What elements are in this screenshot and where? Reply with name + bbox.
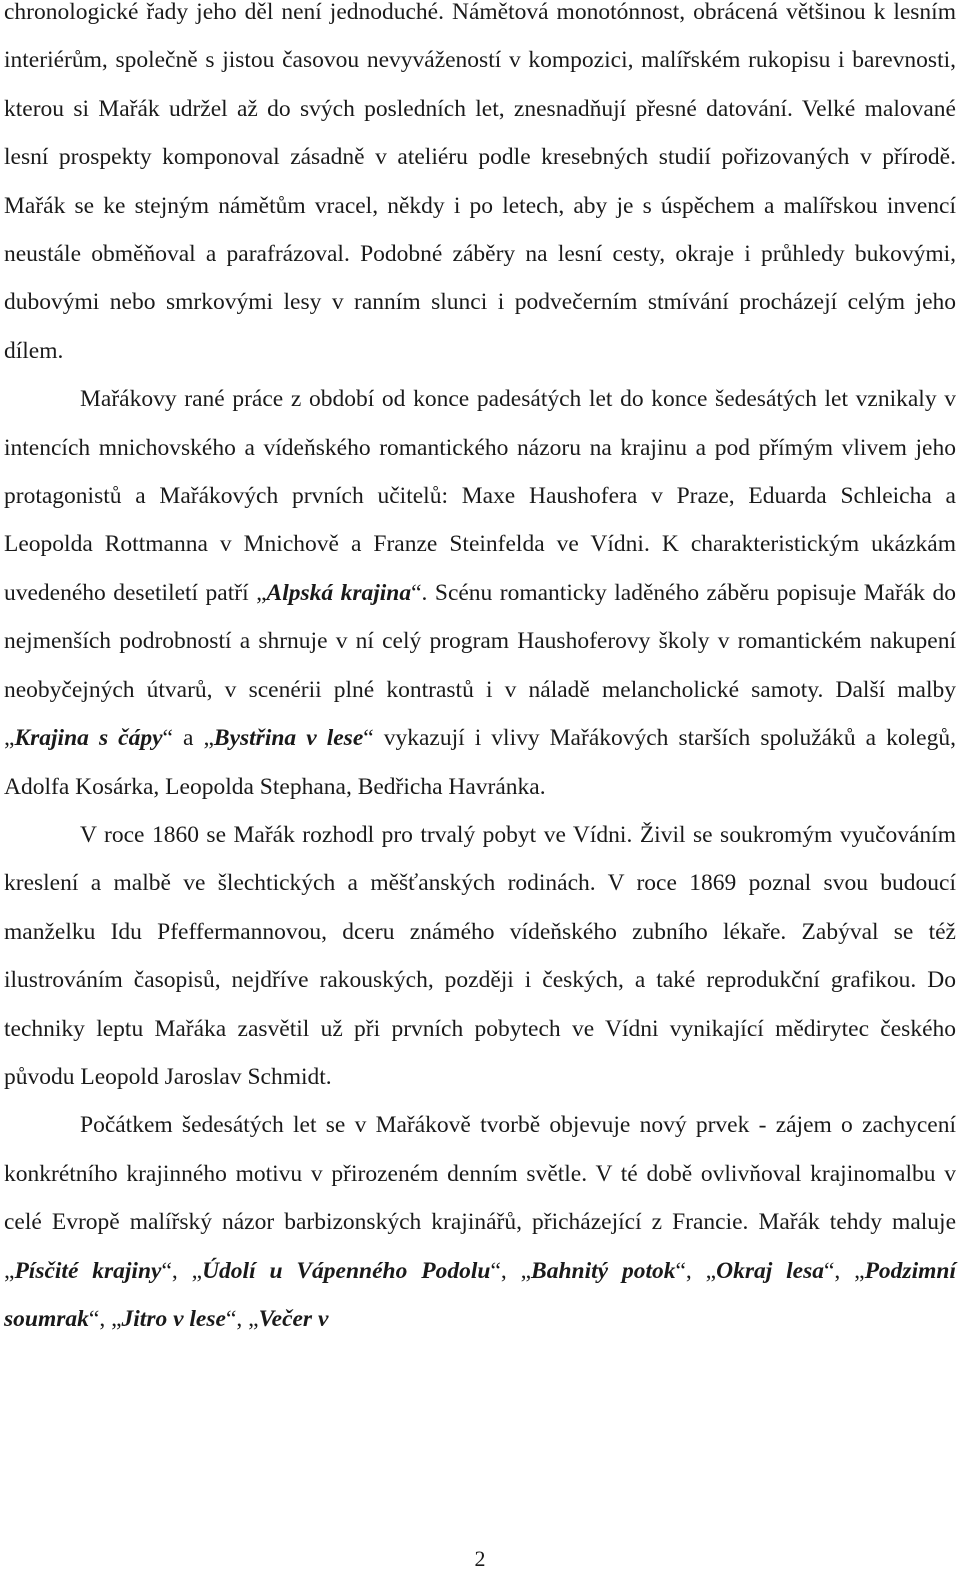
text-run: “ vykazují i vlivy Mařákových starších spolužáků a kolegů, Adolfa Kosárka, Leopolda Stephana, Bedřicha Havránka.	[4, 725, 956, 800]
artwork-title-wrap	[716, 1258, 824, 1284]
text-run: “. Scénu romanticky laděného záběru popisuje Mařák do nejmenších podrobností a shrnuje v ní celý program Haushoferovy školy v romantickém nakupení neobyčejných útvarů, v scenérii plné kontrastů i v náladě melancholické samoty. Další malby „	[4, 579, 957, 752]
artwork-title-wrap	[531, 1258, 675, 1284]
paragraph-3	[4, 811, 956, 1101]
artwork-title: Okraj lesa	[716, 1257, 824, 1284]
text-run: “, „	[225, 1305, 259, 1332]
artwork-title-wrap	[14, 725, 162, 751]
artwork-title: Bystřina v lese	[213, 725, 364, 752]
text-run: Mařákovy rané práce z období od konce padesátých let do konce šedesátých let vznikaly v intencích mnichovského a vídeňského romantického názoru na krajinu a pod přímým vlivem jeho protagonistů a Mařákových prvních učitelů: Maxe Haushofera v Praze, Eduarda Schleicha a Leopolda Rottmanna v Mnichově a Franze Steinfelda ve Vídni. K charakteristickým ukázkám uvedeného desetiletí patří „	[4, 386, 956, 606]
text-run: “, „	[161, 1257, 203, 1284]
artwork-title-wrap	[14, 1258, 161, 1284]
artwork-title: Večer v	[258, 1305, 329, 1332]
page-number: 2	[474, 1546, 486, 1571]
text-run: “, „	[88, 1305, 122, 1332]
artwork-title: Údolí u Vápenného Podolu	[202, 1257, 491, 1284]
text-run: “, „	[675, 1257, 717, 1284]
artwork-title-wrap	[259, 1306, 329, 1332]
text-run: V roce 1860 se Mařák rozhodl pro trvalý pobyt ve Vídni. Živil se soukromým vyučováním kreslení a malbě ve šlechtických a měšťanských rodinách. V roce 1869 poznal svou budoucí manželku Idu Pfeffermannovou, dceru známého vídeňského zubního lékaře. Zabýval se též ilustrováním časopisů, nejdříve rakouských, později i českých, a také reprodukční grafikou. Do techniky leptu Mařáka zasvětil už při prvních pobytech ve Vídni vynikající mědirytec českého původu Leopold Jaroslav Schmidt.	[4, 821, 956, 1090]
artwork-title: Podzimní soumrak	[4, 1257, 956, 1332]
artwork-title-wrap	[267, 580, 412, 606]
artwork-title: Alpská krajina	[266, 579, 412, 606]
text-run: “ a „	[162, 725, 214, 752]
body-text	[4, 0, 956, 1343]
text-run: chronologické řady jeho děl není jednoduché. Námětová monotónnost, obrácená většinou k lesním interiérům, společně s jistou časovou nevyvážeností v kompozici, malířském rukopisu i barevnosti, kterou si Mařák udržel až do svých posledních let, znesnadňují přesné datování. Velké malované lesní prospekty komponoval zásadně v ateliéru podle kresebných studií pořizovaných v přírodě. Mařák se ke stejným námětům vracel, někdy i po letech, aby je s úspěchem a malířskou invencí neustále obměňoval a parafrázoval. Podobné záběry na lesní cesty, okraje i průhledy bukovými, dubovými nebo smrkovými lesy v ranním slunci i podvečerním stmívání procházejí celým jeho dílem.	[4, 0, 956, 364]
text-run: “, „	[490, 1257, 532, 1284]
document-page	[4, 0, 956, 1583]
paragraph-2	[4, 375, 956, 811]
artwork-title: Jitro v lese	[121, 1305, 226, 1332]
paragraph-1	[4, 0, 956, 375]
artwork-title: Písčité krajiny	[14, 1257, 162, 1284]
artwork-title: Krajina s čápy	[14, 725, 163, 752]
text-run: Počátkem šedesátých let se v Mařákově tvorbě objevuje nový prvek - zájem o zachycení konkrétního krajinného motivu v přirozeném denním světle. V té době ovlivňoval krajinomalbu v celé Evropě malířský názor barbizonských krajinářů, přicházející z Francie. Mařák tehdy maluje „	[4, 1112, 956, 1284]
artwork-title-wrap	[202, 1258, 490, 1284]
artwork-title-wrap	[214, 725, 363, 751]
artwork-title: Bahnitý potok	[531, 1257, 676, 1284]
paragraph-4	[4, 1101, 956, 1343]
artwork-title-wrap	[122, 1306, 226, 1332]
text-run: “, „	[823, 1257, 865, 1284]
